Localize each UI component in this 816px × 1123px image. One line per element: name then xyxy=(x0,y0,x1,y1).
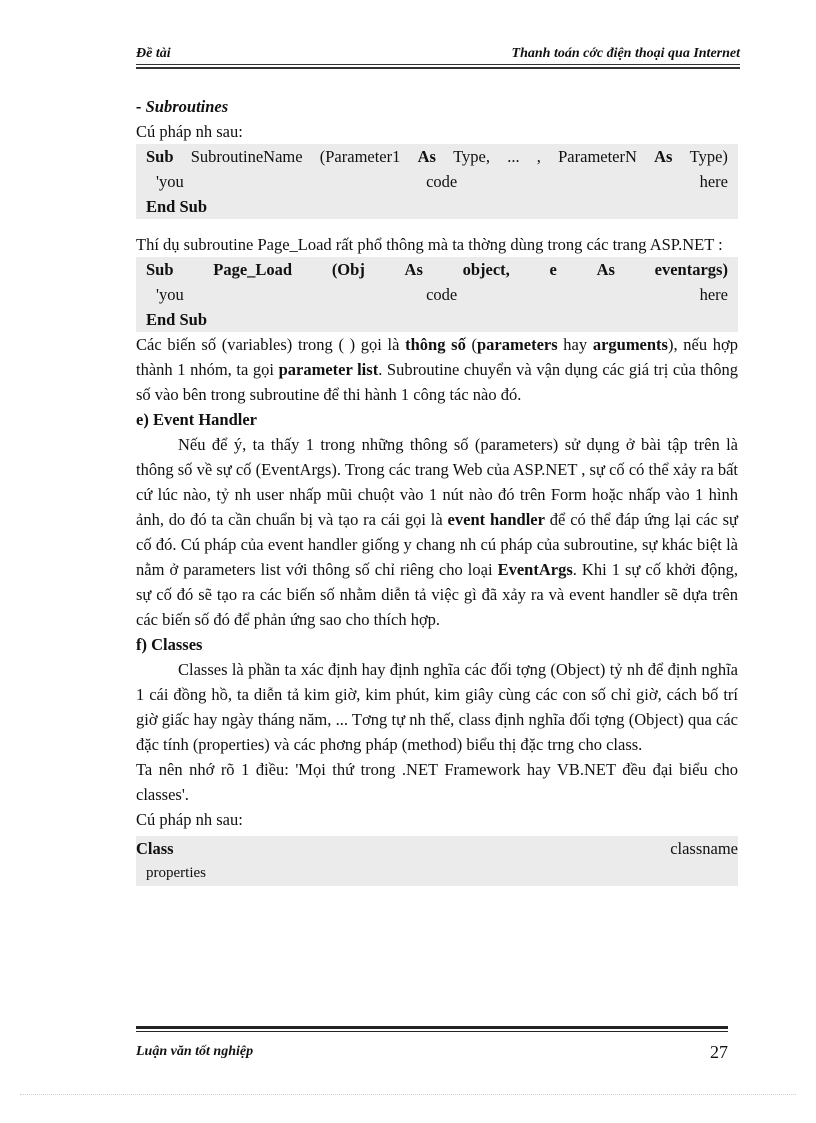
code-line xyxy=(136,861,738,886)
page-load-code-block xyxy=(136,257,738,332)
page-footer xyxy=(136,1026,740,1076)
code-line xyxy=(146,144,728,169)
code-token: ... xyxy=(507,147,520,166)
code-token: classname xyxy=(670,839,738,858)
code-token: As xyxy=(404,260,423,279)
subroutines-syntax-intro: Cú pháp nh sau: xyxy=(136,122,243,141)
code-line xyxy=(146,257,728,282)
code-token: code xyxy=(426,285,458,304)
code-line xyxy=(136,836,738,861)
footer-rule-thick xyxy=(136,1026,728,1029)
subroutines-heading: - Subroutines xyxy=(136,97,229,116)
code-token: As xyxy=(417,147,436,166)
code-line xyxy=(146,169,728,194)
code-token: As xyxy=(596,260,615,279)
code-token: Page_Load xyxy=(213,260,293,279)
header-right-title: Thanh toán cớc điện thoại qua Internet xyxy=(511,46,740,61)
subroutine-syntax-code-block xyxy=(136,144,738,219)
page-edge-divider xyxy=(20,1094,796,1095)
page-number: 27 xyxy=(710,1042,728,1062)
code-token: (Obj xyxy=(331,260,365,279)
code-token: End Sub xyxy=(146,197,208,216)
code-token: e xyxy=(549,260,557,279)
code-token: As xyxy=(654,147,673,166)
classes-heading: f) Classes xyxy=(136,635,203,654)
code-line xyxy=(146,282,728,307)
code-line xyxy=(146,194,728,219)
code-token: 'you xyxy=(156,172,184,191)
classes-note-paragraph: Ta nên nhớ rõ 1 điều: 'Mọi thứ trong .NET Framework hay VB.NET đều đại biểu cho classes'. xyxy=(136,760,738,804)
example-paragraph: Thí dụ subroutine Page_Load rất phổ thông mà ta thờng dùng trong các trang ASP.NET : xyxy=(136,235,723,254)
event-handler-heading: e) Event Handler xyxy=(136,410,257,429)
classes-paragraph: Classes là phần ta xác định hay định nghĩa các đối tợng (Object) tỷ nh để định nghĩa 1 cái đồng hồ, ta diễn tả kim giờ, kim phút, kim giây cùng các con số chỉ giờ, cách bố trí giờ giấc hay ngày tháng năm, ... Tơng tự nh thế, class định nghĩa đối tợng (Object) qua các đặc tính (properties) và các phơng pháp (method) biểu thị đặc trng cho class. xyxy=(136,660,738,754)
page-body xyxy=(136,94,738,886)
code-token: Class xyxy=(136,839,174,858)
code-token: 'you xyxy=(156,285,184,304)
code-token: Sub xyxy=(146,147,174,166)
header-left-label: Đề tài xyxy=(136,46,171,61)
code-token: object, xyxy=(462,260,510,279)
code-token: code xyxy=(426,172,458,191)
footer-left-label: Luận văn tốt nghiệp xyxy=(136,1044,254,1059)
code-token: properties xyxy=(146,865,206,881)
header-rule xyxy=(136,64,740,65)
code-token: here xyxy=(699,172,728,191)
event-handler-paragraph: Nếu để ý, ta thấy 1 trong những thông số (parameters) sử dụng ở bài tập trên là thông số về sự cố (EventArgs). Trong các trang Web của ASP.NET , sự cố có thể xảy ra bất cứ lúc nào, tỷ nh user nhấp mũi chuột vào 1 nút nào đó trên Form hoặc nhấp vào 1 hình ảnh, do đó ta cần chuẩn bị và tạo ra cái gọi là event handler để có thể đáp ứng lại các sự cố đó. Cú pháp của event handler giống y chang nh cú pháp của subroutine, sự khác biệt là nằm ở parameters list với thông số chỉ riêng cho loại EventArgs. Khi 1 sự cố khởi động, sự cố đó sẽ tạo ra các biến số nhằm diễn tả việc gì đã xảy ra và event handler sẽ dựa trên các biến số đó để phản ứng sao cho thích hợp. xyxy=(136,435,738,629)
code-token: Sub xyxy=(146,260,174,279)
code-token: ParameterN xyxy=(558,147,637,166)
code-token: , xyxy=(536,147,541,166)
code-token: Type, xyxy=(453,147,491,166)
class-syntax-code-block xyxy=(136,836,738,886)
code-token: Type) xyxy=(689,147,728,166)
code-token: (Parameter1 xyxy=(319,147,401,166)
classes-syntax-intro: Cú pháp nh sau: xyxy=(136,810,243,829)
footer-rule xyxy=(136,1031,728,1032)
code-token: SubroutineName xyxy=(190,147,303,166)
code-token: End Sub xyxy=(146,310,208,329)
code-token: here xyxy=(699,285,728,304)
code-token: eventargs) xyxy=(654,260,728,279)
page-header xyxy=(136,44,740,66)
parameters-paragraph: Các biến số (variables) trong ( ) gọi là thông số (parameters hay arguments), nếu hợp thành 1 nhóm, ta gọi parameter list. Subroutine chuyển và vận dụng các giá trị của thông số vào bên trong subroutine để thi hành 1 công tác nào đó. xyxy=(136,335,738,404)
code-line xyxy=(146,307,728,332)
header-rule-thick xyxy=(136,67,740,69)
